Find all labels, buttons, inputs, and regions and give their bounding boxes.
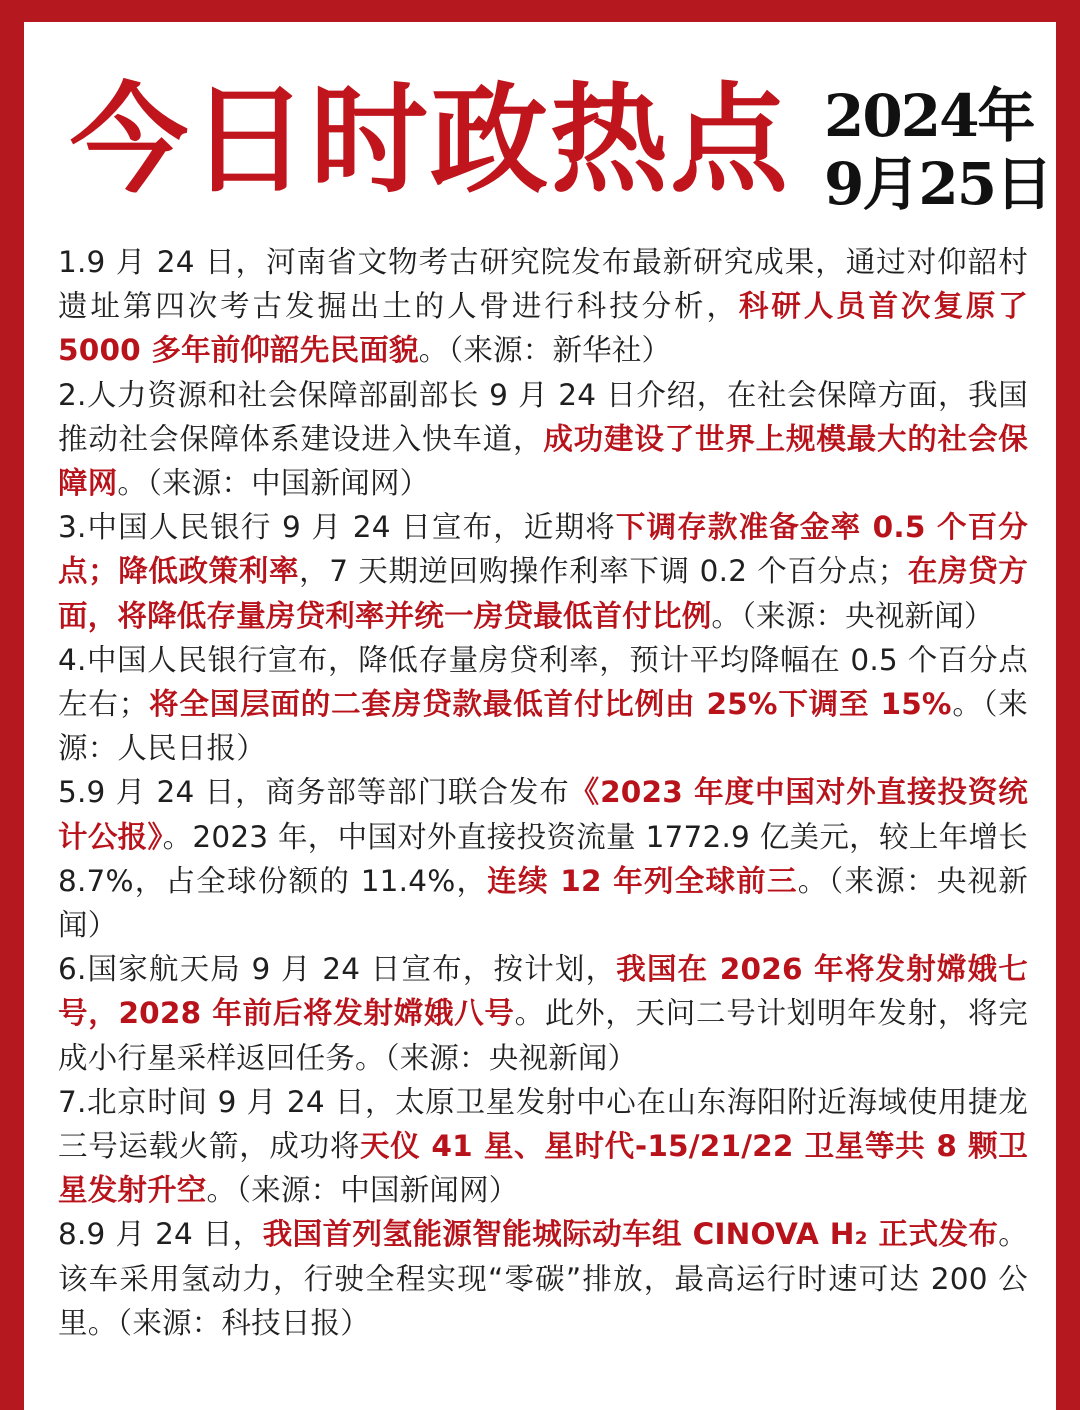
news-body-text: 4.中国人民银行宣布，降低存量房贷利率，预计平均降幅在 0.5 个百分点左右；	[58, 642, 1028, 722]
date-year: 2024年	[824, 82, 1034, 150]
news-body-text: 6.国家航天局 9 月 24 日宣布，按计划，	[58, 952, 617, 987]
news-body-text: 。（来源：央视新闻）	[711, 598, 994, 633]
news-highlight-text: 天仪 41 星、星时代-15/21/22 卫星等共 8 颗卫星发射升空	[58, 1129, 1028, 1208]
news-body-text: 1.9 月 24 日，河南省文物考古研究院发布最新研究成果，通过对仰韶村遗址第四次考古发掘出土的人骨进行科技分析，	[58, 245, 1028, 324]
news-highlight-text: 在房贷方面，将降低存量房贷利率并统一房贷最低首付比例	[58, 554, 1028, 633]
date-block	[824, 82, 1051, 218]
news-highlight-text: 我国在 2026 年将发射嫦娥七号，2028 年前后将发射嫦娥八号	[58, 952, 1028, 1031]
news-body-text: 。（来源：央视新闻）	[58, 863, 1028, 943]
news-body-text: 7.北京时间 9 月 24 日，太原卫星发射中心在山东海阳附近海域使用捷龙三号运载火箭，成功将	[58, 1084, 1028, 1164]
news-body-text: 。（来源：中国新闻网）	[117, 466, 430, 501]
news-body-text: 。（来源：人民日报）	[58, 687, 1029, 766]
news-body-text: 。此外，天问二号计划明年发射，将完成小行星采样返回任务。（来源：央视新闻）	[58, 996, 1028, 1075]
news-body-text: 8.9 月 24 日，	[58, 1217, 263, 1252]
news-item	[58, 947, 1028, 1080]
news-highlight-text: 成功建设了世界上规模最大的社会保障网	[58, 421, 1029, 501]
news-item	[58, 1080, 1028, 1213]
news-highlight-text: 连续 12 年列全球前三	[487, 863, 798, 898]
date-day: 9月25日	[824, 150, 1052, 218]
news-item	[58, 373, 1028, 506]
news-highlight-text: 《2023 年度中国对外直接投资统计公报》	[58, 775, 1028, 854]
news-body-text: 3.中国人民银行 9 月 24 日宣布，近期将	[58, 510, 616, 545]
news-item	[58, 505, 1028, 638]
news-highlight-text: 科研人员首次复原了 5000 多年前仰韶先民面貌	[58, 289, 1028, 368]
news-highlight-text: 下调存款准备金率 0.5 个百分点；降低政策利率	[58, 510, 1029, 589]
news-item	[58, 770, 1028, 947]
header	[24, 22, 1056, 232]
news-highlight-text: 我国首列氢能源智能城际动车组 CINOVA H₂ 正式发布	[262, 1217, 999, 1252]
news-body-text: 。该车采用氢动力，行驶全程实现“零碳”排放，最高运行时速可达 200 公里。（来源：科技日报）	[58, 1217, 1028, 1340]
news-body-text: 。（来源：中国新闻网）	[206, 1173, 519, 1208]
news-item	[58, 1212, 1028, 1345]
news-item	[58, 240, 1028, 373]
news-body-text: 。2023 年，中国对外直接投资流量 1772.9 亿美元，较上年增长 8.7%，占全球份额的 11.4%，	[58, 819, 1028, 898]
news-list	[58, 240, 1028, 1345]
news-body-text: 2.人力资源和社会保障部副部长 9 月 24 日介绍，在社会保障方面，我国推动社会保障体系建设进入快车道，	[58, 377, 1028, 456]
news-body-text: 5.9 月 24 日，商务部等部门联合发布	[58, 775, 570, 810]
news-body-text: 。（来源：新华社）	[418, 333, 672, 368]
news-highlight-text: 将全国层面的二套房贷款最低首付比例由 25%下调至 15%	[148, 687, 952, 722]
page-title: 今日时政热点	[70, 71, 791, 209]
news-body-text: ，7 天期逆回购操作利率下调 0.2 个百分点；	[299, 554, 908, 589]
news-item	[58, 638, 1028, 771]
